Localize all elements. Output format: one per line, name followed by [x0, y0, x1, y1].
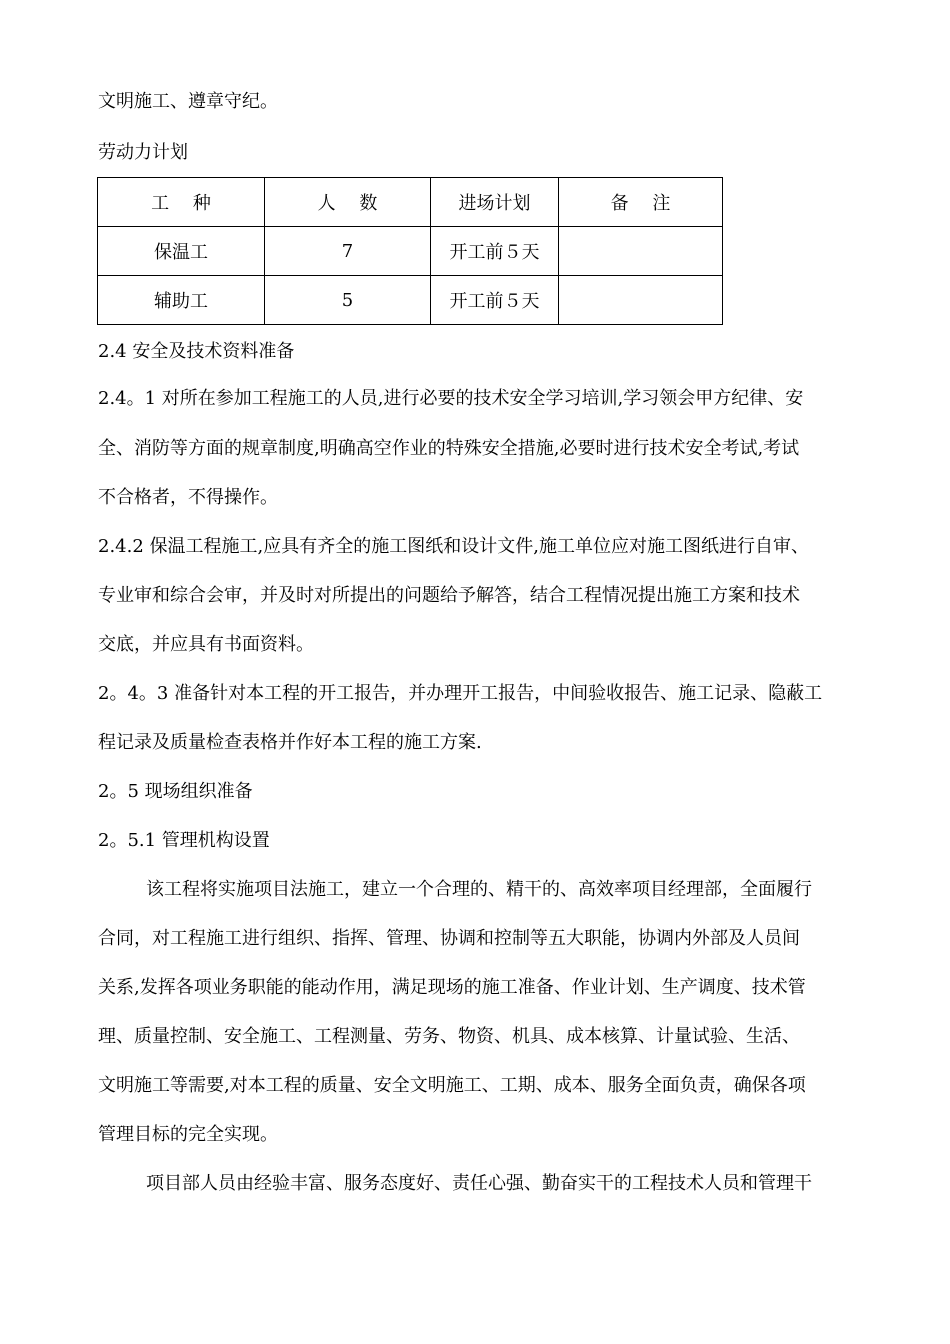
paragraph-line: 全、消防等方面的规章制度,明确高空作业的特殊安全措施,必要时进行技术安全考试,考试: [98, 438, 800, 459]
table-row: [98, 276, 723, 325]
table-cell: [559, 276, 723, 325]
paragraph-line: 2.4。1 对所在参加工程施工的人员,进行必要的技术安全学习培训,学习领会甲方纪律、安: [98, 388, 804, 409]
table-title: 劳动力计划: [98, 142, 188, 163]
paragraph-line: 2。4。3 准备针对本工程的开工报告，并办理开工报告，中间验收报告、施工记录、隐蔽工: [98, 683, 823, 704]
paragraph-line: 合同，对工程施工进行组织、指挥、管理、协调和控制等五大职能，协调内外部及人员间: [98, 928, 800, 949]
table-cell: 开工前５天: [431, 276, 559, 325]
paragraph-line: 2.4.2 保温工程施工,应具有齐全的施工图纸和设计文件,施工单位应对施工图纸进行自审、: [98, 536, 809, 557]
table-cell: 保温工: [98, 227, 265, 276]
header-cell-count: 人 数: [265, 178, 431, 227]
paragraph-line: 交底，并应具有书面资料。: [98, 634, 314, 655]
table-header-row: [98, 178, 723, 227]
paragraph-line: 文明施工等需要,对本工程的质量、安全文明施工、工期、成本、服务全面负责，确保各项: [98, 1075, 806, 1096]
table-cell: 辅助工: [98, 276, 265, 325]
intro-line: 文明施工、遵章守纪。: [98, 91, 278, 112]
table-cell: 开工前５天: [431, 227, 559, 276]
header-cell-entry-plan: 进场计划: [431, 178, 559, 227]
paragraph-line: 程记录及质量检查表格并作好本工程的施工方案.: [98, 732, 482, 753]
table-row: [98, 227, 723, 276]
section-heading-2-5: 2。5 现场组织准备: [98, 781, 253, 802]
paragraph-line: 管理目标的完全实现。: [98, 1124, 278, 1145]
paragraph-line: 项目部人员由经验丰富、服务态度好、责任心强、勤奋实干的工程技术人员和管理干: [146, 1173, 812, 1194]
section-heading-2-4: 2.4 安全及技术资料准备: [98, 341, 295, 362]
paragraph-line: 理、质量控制、安全施工、工程测量、劳务、物资、机具、成本核算、计量试验、生活、: [98, 1026, 800, 1047]
table-cell: [559, 227, 723, 276]
paragraph-line: 不合格者，不得操作。: [98, 487, 278, 508]
header-cell-remarks: 备 注: [559, 178, 723, 227]
table-cell: 7: [265, 227, 431, 276]
paragraph-line: 专业审和综合会审，并及时对所提出的问题给予解答，结合工程情况提出施工方案和技术: [98, 585, 800, 606]
labor-plan-table: [97, 177, 723, 325]
table-cell: 5: [265, 276, 431, 325]
header-cell-trade: 工 种: [98, 178, 265, 227]
section-heading-2-5-1: 2。5.1 管理机构设置: [98, 830, 270, 851]
paragraph-line: 该工程将实施项目法施工，建立一个合理的、精干的、高效率项目经理部，全面履行: [146, 879, 812, 900]
paragraph-line: 关系,发挥各项业务职能的能动作用，满足现场的施工准备、作业计划、生产调度、技术管: [98, 977, 806, 998]
